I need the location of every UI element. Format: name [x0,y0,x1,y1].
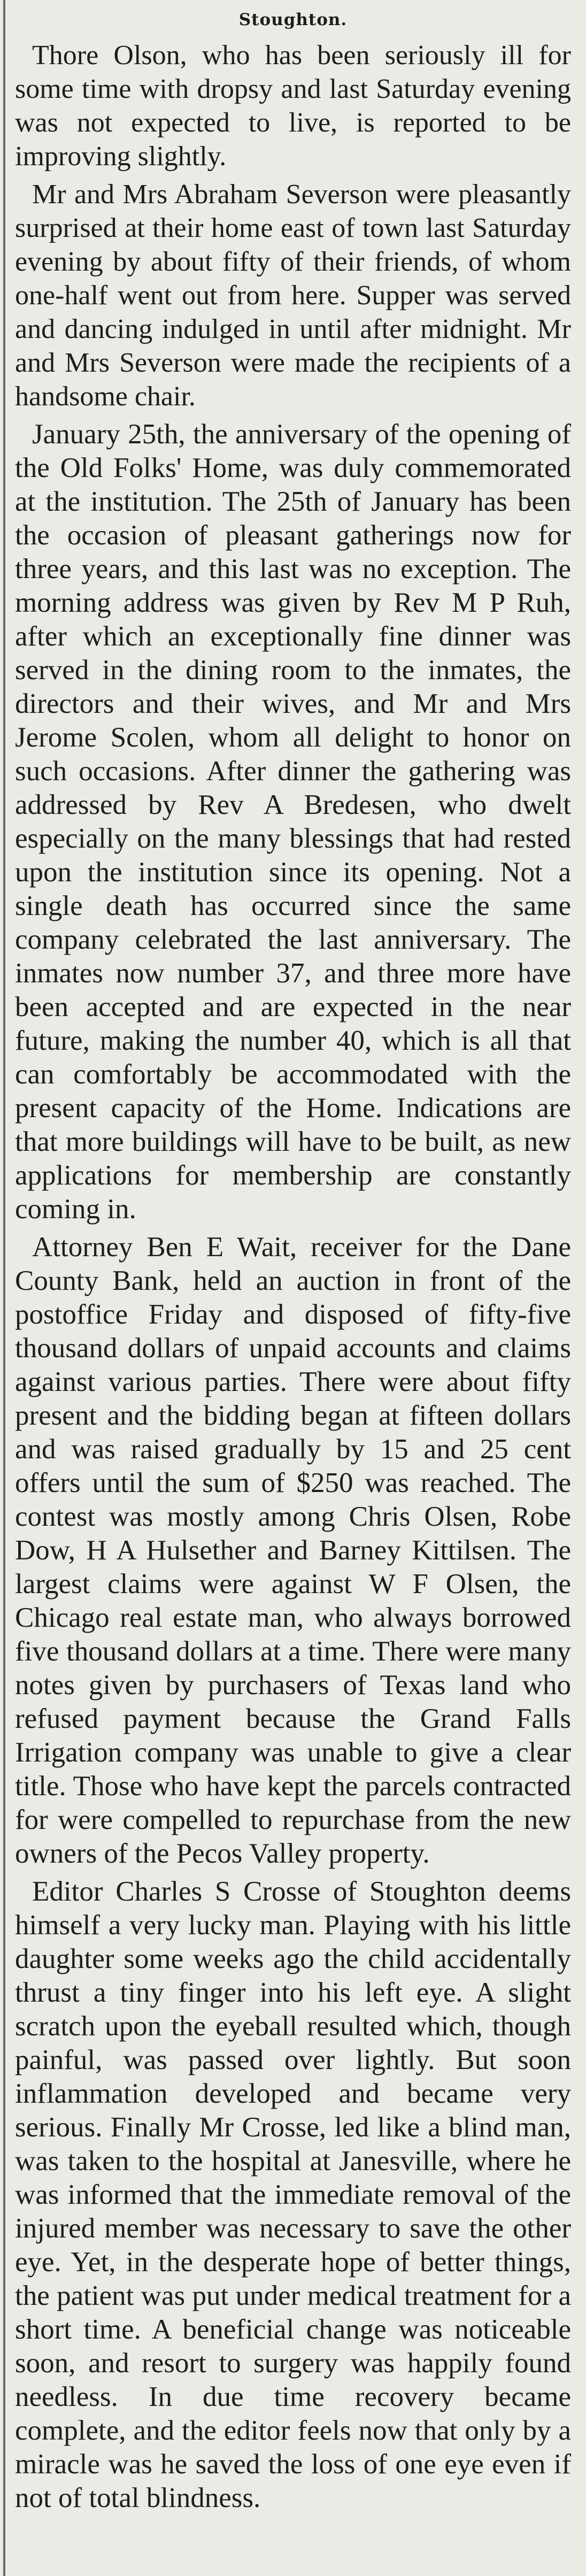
news-item-text: Editor Charles S Crosse of Stoughton deems himself a very lucky man. Playing with his little daughter some weeks ago the child accidentally thrust a tiny finger into his left eye. A slight scratch upon the eyeball resulted which, though painful, was passed over lightly. But soon inflammation developed and became very serious. Finally Mr Crosse, led like a blind man, was taken to the hospital at Janesville, where he was informed that the immediate removal of the injured member was necessary to save the other eye. Yet, in the desperate hope of better things, the patient was put under medical treatment for a short time. A beneficial change was noticeable soon, and resort to surgery was happily found needless. In due time recovery became complete, and the editor feels now that only by a miracle was he saved the loss of one eye even if not of total blindness. [15,1876,571,2513]
section-heading: Stoughton. [238,10,348,29]
news-item-old-folks-home [15,418,571,1231]
news-item-text: Mr and Mrs Abraham Severson were pleasantly surprised at their home east of town last Saturday evening by about fifty of their friends, of whom one-half went out from here. Supper was served and dancing indulged in until after midnight. Mr and Mrs Severson were made the recipients of a handsome chair. [15,179,571,412]
news-item-olson [15,39,571,178]
news-item-bank-auction [15,1231,571,1875]
news-item-text: Thore Olson, who has been seriously ill for some time with dropsy and last Saturday evening was not expected to live, is reported to be improving slightly. [15,40,571,172]
news-item-editor-crosse [15,1875,571,2519]
column-rule [3,0,5,2576]
news-item-text: January 25th, the anniversary of the opening of the Old Folks' Home, was duly commemorated at the institution. The 25th of January has been the occasion of pleasant gatherings now for three years, and this last was no exception. The morning address was given by Rev M P Ruh, after which an exceptionally fine dinner was served in the dining room to the inmates, the directors and their wives, and Mr and Mrs Jerome Scolen, whom all delight to honor on such occasions. After dinner the gathering was addressed by Rev A Bredesen, who dwelt especially on the many blessings that had rested upon the institution since its opening. Not a single death has occurred since the same company celebrated the last anniversary. The inmates now number 37, and three more have been accepted and are expected in the near future, making the number 40, which is all that can comfortably be accommodated with the present capacity of the Home. Indications are that more buildings will have to be built, as new applications for membership are constantly coming in. [15,419,571,1225]
news-item-severson [15,178,571,418]
news-item-text: Attorney Ben E Wait, receiver for the Dane County Bank, held an auction in front of the postoffice Friday and disposed of fifty-five thousand dollars of unpaid accounts and claims against various parties. There were about fifty present and the bidding began at fifteen dollars and was raised gradually by 15 and 25 cent offers until the sum of $250 was reached. The contest was mostly among Chris Olsen, Robe Dow, H A Hulsether and Barney Kittilsen. The largest claims were against W F Olsen, the Chicago real estate man, who always borrowed five thousand dollars at a time. There were many notes given by purchasers of Texas land who refused payment because the Grand Falls Irrigation company was unable to give a clear title. Those who have kept the parcels contracted for were compelled to repurchase from the new owners of the Pecos Valley property. [15,1232,571,1869]
